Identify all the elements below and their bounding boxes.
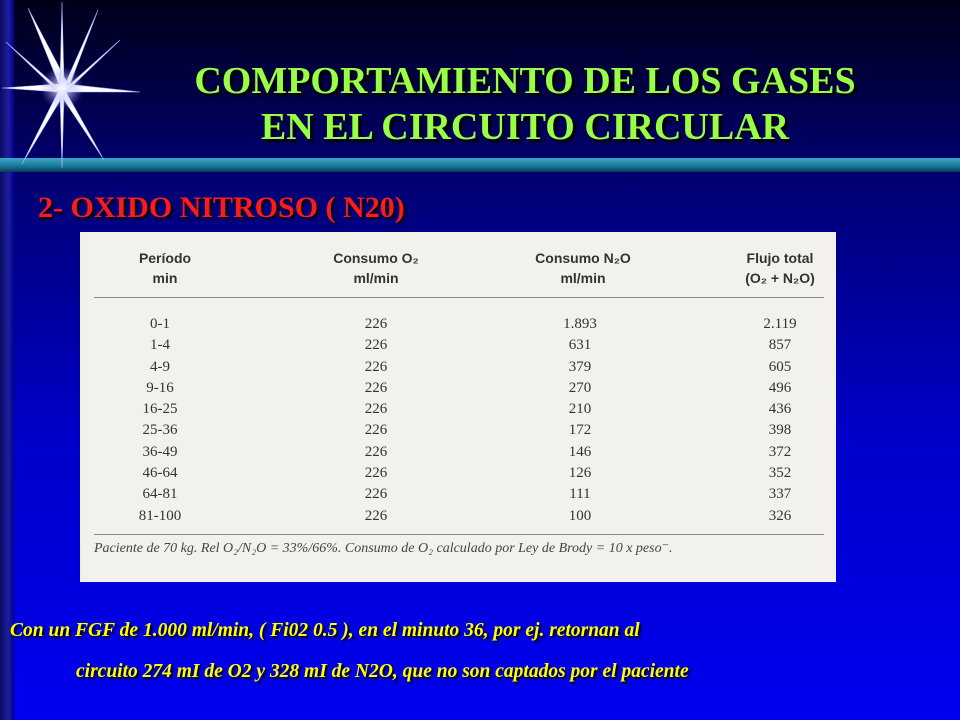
table-cell: 226: [364, 316, 388, 332]
table-cell: 337: [768, 486, 792, 503]
table-cell: 9-16: [146, 379, 174, 396]
table-cell: 605: [768, 358, 792, 375]
table-cell: 111: [569, 486, 591, 503]
column-periodo: [130, 314, 190, 527]
header-periodo: Período min: [138, 250, 192, 286]
table-cell: 352: [768, 465, 792, 482]
title-line-1: COMPORTAMIENTO DE LOS GASES: [194, 60, 856, 102]
table-cell: 2.119: [763, 316, 797, 332]
header-consumo-n2o: Consumo N₂O ml/min: [535, 250, 631, 286]
footer-divider: [94, 534, 824, 535]
caption-text: [10, 610, 950, 692]
table-cell: 631: [568, 337, 592, 354]
table-cell: 64-81: [142, 486, 178, 503]
table-cell: 270: [568, 379, 592, 396]
table-cell: 16-25: [142, 401, 178, 418]
table-cell: 0-1: [150, 316, 170, 332]
table-cell: 398: [768, 422, 792, 439]
header-divider: [94, 297, 824, 298]
column-consumo-n2o: [550, 314, 610, 527]
table-cell: 226: [364, 507, 388, 524]
table-cell: 226: [364, 337, 388, 354]
header-consumo-o2: Consumo O₂ ml/min: [333, 250, 419, 286]
table-cell: 226: [364, 465, 388, 482]
table-cell: 226: [364, 443, 388, 460]
table-cell: 25-36: [142, 422, 178, 439]
table-cell: 4-9: [150, 358, 170, 375]
caption-line-1: Con un FGF de 1.000 ml/min, ( Fi02 0.5 ), en el minuto 36, por ej. retornan al: [10, 620, 640, 641]
table-cell: 372: [768, 443, 792, 460]
table-cell: 226: [364, 379, 388, 396]
table-cell: 857: [768, 337, 792, 354]
column-consumo-o2: [346, 314, 406, 527]
table-cell: 36-49: [142, 443, 178, 460]
table-cell: 100: [568, 507, 592, 524]
table-cell: 46-64: [142, 465, 178, 482]
table-cell: 226: [364, 486, 388, 503]
table-cell: 436: [768, 401, 792, 418]
column-flujo-total: [755, 314, 805, 527]
table-cell: 126: [568, 465, 592, 482]
table-cell: 146: [568, 443, 592, 460]
table-cell: 496: [768, 379, 792, 396]
table-cell: 210: [568, 401, 592, 418]
title-line-2: EN EL CIRCUITO CIRCULAR: [260, 106, 790, 148]
page-title: [90, 58, 960, 150]
section-subtitle: 2- OXIDO NITROSO ( N20): [38, 191, 405, 224]
table-cell: 226: [364, 401, 388, 418]
table-cell: 1.893: [563, 316, 597, 332]
gas-consumption-table: [80, 232, 836, 582]
table-cell: 379: [568, 358, 592, 375]
table-cell: 226: [364, 358, 388, 375]
table-cell: 81-100: [138, 507, 182, 524]
table-cell: 326: [768, 507, 792, 524]
table-cell: 172: [568, 422, 592, 439]
table-cell: 226: [364, 422, 388, 439]
table-cell: 1-4: [150, 337, 170, 354]
header-flujo-total: Flujo total (O₂ + N₂O): [745, 250, 815, 286]
caption-line-2: circuito 274 mI de O2 y 328 mI de N2O, que no son captados por el paciente: [76, 661, 689, 682]
table-footnote: Paciente de 70 kg. Rel O₂/N₂O = 33%/66%. Consumo de O₂ calculado por Ley de Brody = 10 x peso⁻.: [94, 541, 673, 556]
